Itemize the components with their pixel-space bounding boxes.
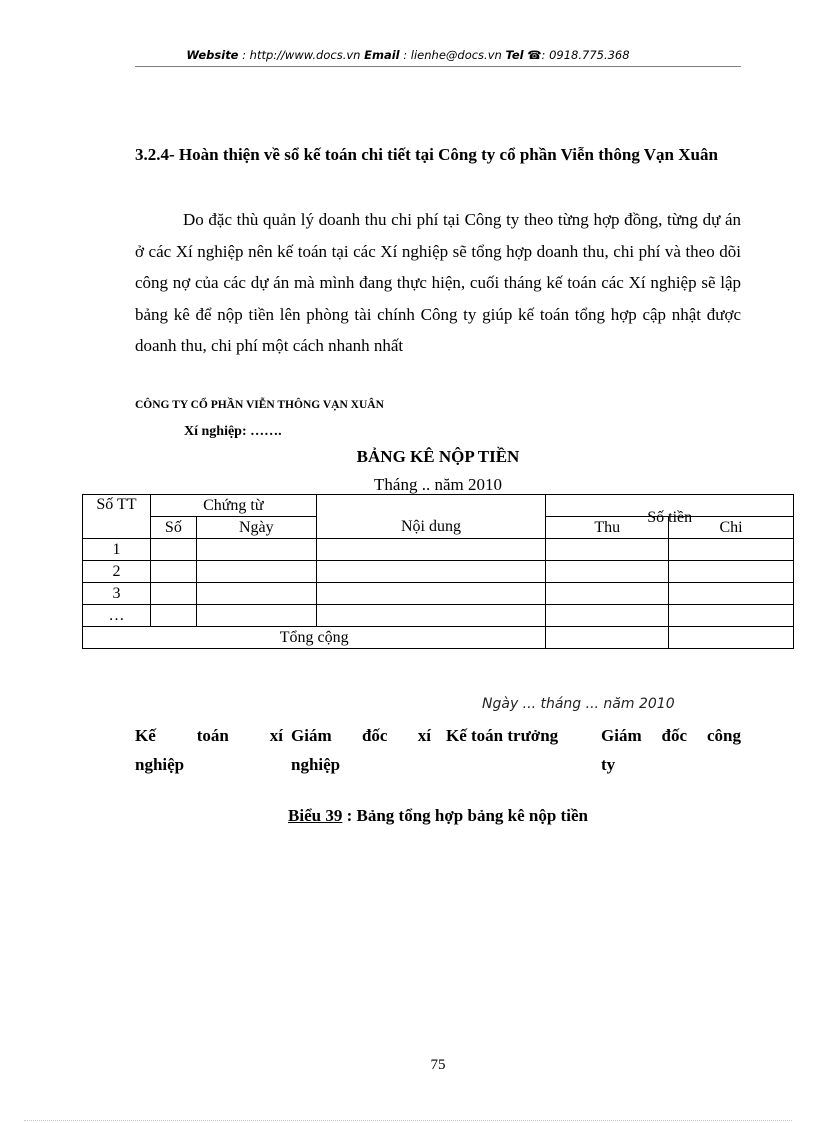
header-so-tien — [546, 495, 794, 526]
header-ngay: Ngày — [196, 517, 316, 539]
row-index: 1 — [83, 539, 151, 561]
table-row — [83, 561, 794, 583]
caption-text: : Bảng tổng hợp bảng kê nộp tiền — [342, 806, 588, 825]
sig-word: Giám — [601, 726, 642, 745]
phone-icon: ☎ — [527, 48, 542, 62]
signature-chief-accountant — [446, 721, 596, 750]
header-noi-dung: Nội dung — [316, 495, 546, 539]
header-divider — [135, 66, 741, 67]
sig-word: công — [706, 726, 741, 745]
email-label: Email — [364, 48, 400, 62]
form-month: Tháng .. năm 2010 — [374, 475, 502, 494]
website-url: : http://www.docs.vn — [238, 48, 365, 62]
section-heading: 3.2.4- Hoàn thiện về sổ kế toán chi tiết tại Công ty cổ phần Viễn thông Vạn Xuân — [135, 145, 718, 164]
row-index: 3 — [83, 583, 151, 605]
so-tien-label: Số tiền — [647, 509, 693, 526]
sig-word: xí — [269, 726, 283, 745]
sig-line2: ty — [601, 755, 616, 774]
email-value: : lienhe@docs.vn — [399, 48, 506, 62]
sig-word: đốc — [361, 726, 388, 745]
form-title: BẢNG KÊ NỘP TIỀN — [356, 447, 520, 466]
sig-word: đốc — [661, 726, 688, 745]
row-index: … — [83, 605, 151, 627]
page-number: 75 — [430, 1057, 446, 1073]
sig-line2: nghiệp — [135, 755, 185, 774]
sig-line2: nghiệp — [291, 755, 341, 774]
table-row — [83, 583, 794, 605]
page-bottom-border — [24, 1120, 792, 1121]
sig-line1: Kế toán trưởng — [446, 726, 559, 745]
table-header-row — [83, 495, 794, 517]
total-label: Tổng cộng — [83, 627, 546, 649]
date-line: Ngày ... tháng ... năm 2010 — [482, 696, 675, 712]
signature-company-director — [601, 721, 741, 779]
paragraph-text: Do đặc thù quản lý doanh thu chi phí tại Công ty theo từng hợp đồng, từng dự án ở các Xí nghiệp nên kế toán tại các Xí nghiệp sẽ tổng hợp doanh thu, chi phí và theo dõi công nợ của các dự án mà mình đang thực hiện, cuối tháng kế toán các Xí nghiệp sẽ lập bảng kê để nộp tiền lên phòng tài chính Công ty giúp kế toán tổng hợp cập nhật được doanh thu, chi phí một cách nhanh nhất — [135, 210, 741, 356]
table-row — [83, 539, 794, 561]
website-label: Website — [186, 48, 239, 62]
row-index: 2 — [83, 561, 151, 583]
company-name: CÔNG TY CỔ PHẦN VIỄN THÔNG VẠN XUÂN — [135, 399, 384, 411]
sig-word: Giám — [291, 726, 332, 745]
signature-director — [291, 721, 431, 779]
caption-label: Biểu 39 — [288, 806, 343, 825]
signature-accountant — [135, 721, 283, 779]
tel-label: Tel — [505, 48, 524, 62]
header-thu: Thu — [546, 517, 669, 539]
payment-table — [82, 494, 794, 649]
sig-word: xí — [417, 726, 431, 745]
header-chung-tu: Chứng từ — [150, 495, 316, 517]
figure-caption — [0, 806, 816, 826]
header-chi: Chi — [669, 517, 794, 539]
page-header — [0, 48, 816, 62]
xi-nghiep-line: Xí nghiệp: ……. — [184, 424, 282, 439]
section-paragraph — [135, 204, 741, 362]
sig-word: toán — [196, 726, 229, 745]
table-row — [83, 605, 794, 627]
header-stt: Số TT — [83, 495, 151, 539]
sig-word: Kế — [135, 726, 156, 745]
header-so: Số — [150, 517, 196, 539]
table-total-row — [83, 627, 794, 649]
tel-value: : 0918.775.368 — [541, 48, 630, 62]
